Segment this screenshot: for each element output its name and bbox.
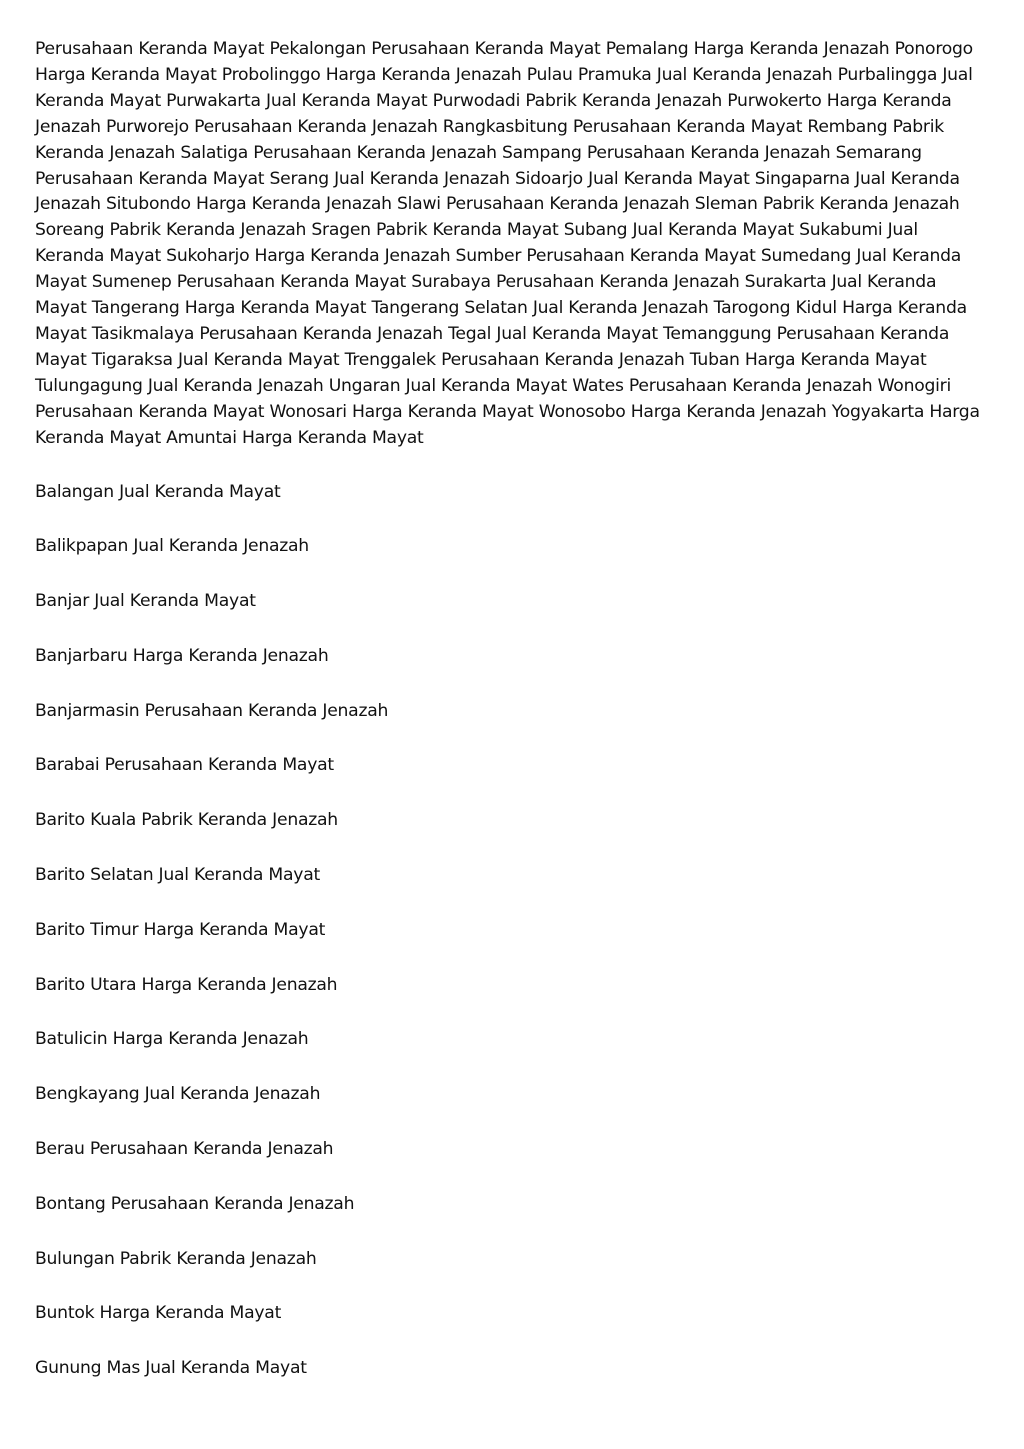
list-item: Barito Selatan Jual Keranda Mayat [35,865,320,886]
list-item: Bulungan Pabrik Keranda Jenazah [35,1248,317,1269]
list-item: Balikpapan Jual Keranda Jenazah [35,536,309,557]
list-item: Batulicin Harga Keranda Jenazah [35,1029,309,1050]
list-item: Banjar Jual Keranda Mayat [35,591,256,612]
list-item: Buntok Harga Keranda Mayat [35,1303,282,1324]
intro-paragraph: Perusahaan Keranda Mayat Pekalongan Perusahaan Keranda Mayat Pemalang Harga Keranda Jenazah Ponorogo Harga Keranda Mayat Probolinggo Harga Keranda Jenazah Pulau Pramuka Jual Keranda Jenazah Purbalingga Jual Keranda Mayat Purwakarta Jual Keranda Mayat Purwodadi Pabrik Keranda Jenazah Purwokerto Harga Keranda Jenazah Purworejo Perusahaan Keranda Jenazah Rangkasbitung Perusahaan Keranda Mayat Rembang Pabrik Keranda Jenazah Salatiga Perusahaan Keranda Jenazah Sampang Perusahaan Keranda Jenazah Semarang Perusahaan Keranda Mayat Serang Jual Keranda Jenazah Sidoarjo Jual Keranda Mayat Singaparna Jual Keranda Jenazah Situbondo Harga Keranda Jenazah Slawi Perusahaan Keranda Jenazah Sleman Pabrik Keranda Jenazah Soreang Pabrik Keranda Jenazah Sragen Pabrik Keranda Mayat Subang Jual Keranda Mayat Sukabumi Jual Keranda Mayat Sukoharjo Harga Keranda Jenazah Sumber Perusahaan Keranda Mayat Sumedang Jual Keranda Mayat Sumenep Perusahaan Keranda Mayat Surabaya Perusahaan Keranda Jenazah Surakarta Jual Keranda Mayat Tangerang Harga Keranda Mayat Tangerang Selatan Jual Keranda Jenazah Tarogong Kidul Harga Keranda Mayat Tasikmalaya Perusahaan Keranda Jenazah Tegal Jual Keranda Mayat Temanggung Perusahaan Keranda Mayat Tigaraksa Jual Keranda Mayat Trenggalek Perusahaan Keranda Jenazah Tuban Harga Keranda Mayat Tulungagung Jual Keranda Jenazah Ungaran Jual Keranda Mayat Wates Perusahaan Keranda Jenazah Wonogiri Perusahaan Keranda Mayat Wonosari Harga Keranda Mayat Wonosobo Harga Keranda Jenazah Yogyakarta Harga Keranda Mayat Amuntai Harga Keranda Mayat [35,39,980,448]
list-item: Banjarmasin Perusahaan Keranda Jenazah [35,700,389,721]
list-item: Balangan Jual Keranda Mayat [35,481,281,502]
list-item: Barito Kuala Pabrik Keranda Jenazah [35,810,338,831]
list-item: Banjarbaru Harga Keranda Jenazah [35,645,329,666]
list-item: Bengkayang Jual Keranda Jenazah [35,1084,321,1105]
list-item: Barito Utara Harga Keranda Jenazah [35,974,338,995]
list-item: Gunung Mas Jual Keranda Mayat [35,1358,307,1379]
list-item: Barabai Perusahaan Keranda Mayat [35,755,334,776]
list-item: Berau Perusahaan Keranda Jenazah [35,1139,334,1160]
document-page [35,37,990,1411]
list-item: Bontang Perusahaan Keranda Jenazah [35,1193,355,1214]
list-item: Barito Timur Harga Keranda Mayat [35,919,326,940]
location-list [35,480,990,1412]
